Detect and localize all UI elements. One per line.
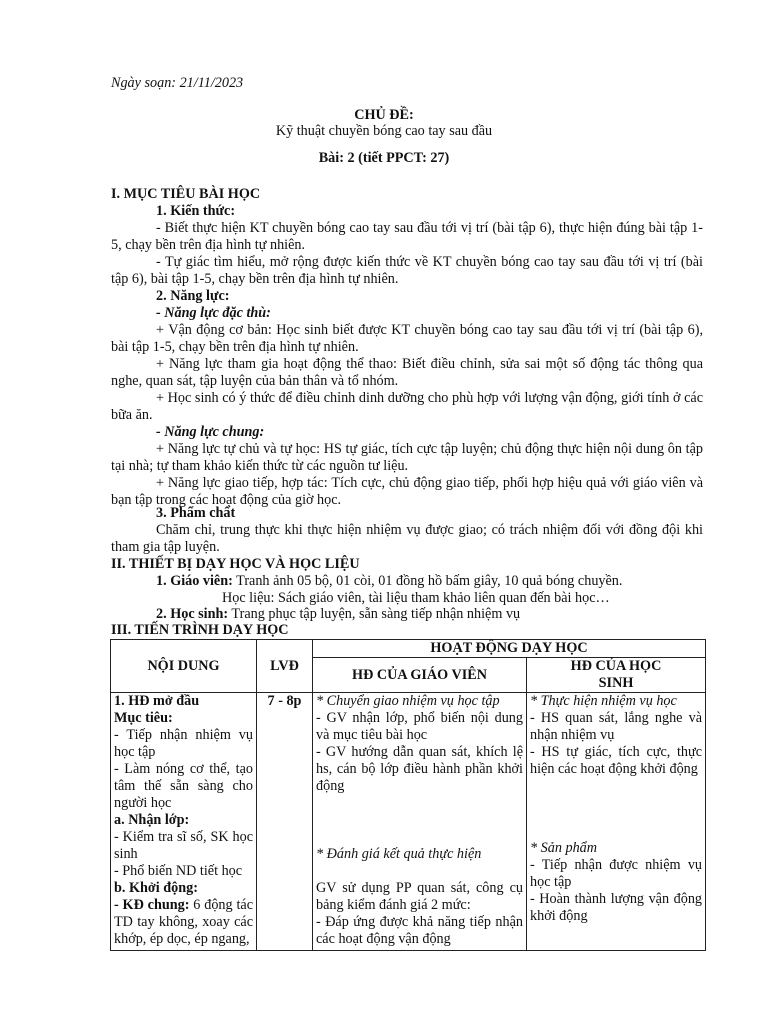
knowledge-paragraph-1: - Biết thực hiện KT chuyền bóng cao tay sau đầu tới vị trí (bài tập 6), thực hiện đúng bài tập 1-5, chạy bền trên địa hình tự nhiên. xyxy=(111,220,703,253)
content-item: - Làm nóng cơ thể, tạo tâm thế sẵn sàng cho người học xyxy=(114,761,253,811)
special-paragraph-3: + Học sinh có ý thức để điều chỉnh dinh dưỡng cho phù hợp với lượng vận động, giới tính ở các bữa ăn. xyxy=(111,390,703,423)
quality-heading: 3. Phẩm chất xyxy=(156,505,236,521)
student-equipment xyxy=(156,606,520,623)
student-item: - HS quan sát, lắng nghe và nhận nhiệm vụ xyxy=(530,710,703,743)
content-cell xyxy=(111,693,257,951)
knowledge-heading: 1. Kiến thức: xyxy=(156,203,236,219)
header-student-activity: HĐ CỦA HỌC SINH xyxy=(527,658,706,693)
content-general-warmup-text: 6 động tác TD tay không, xoay các khớp, ép dọc, ép ngang, xyxy=(114,897,253,947)
teacher-cell xyxy=(313,693,527,951)
special-paragraph-2: + Năng lực tham gia hoạt động thể thao: Biết điều chỉnh, sửa sai một số động tác thông qua nghe, quan sát, tập luyện của bản thân và tổ nhóm. xyxy=(111,356,703,389)
header-teacher-activity: HĐ CỦA GIÁO VIÊN xyxy=(313,658,527,693)
topic-heading: CHỦ ĐỀ: xyxy=(354,107,414,123)
content-item: - Tiếp nhận nhiệm vụ học tập xyxy=(114,727,253,760)
teacher-item: - Đáp ứng được khả năng tiếp nhận các hoạt động vận động xyxy=(316,914,523,947)
content-objective-label: Mục tiêu: xyxy=(114,710,173,726)
content-item xyxy=(114,897,253,948)
teacher-evaluation-heading: * Đánh giá kết quả thực hiện xyxy=(316,846,482,862)
quality-paragraph: Chăm chỉ, trung thực khi thực hiện nhiệm vụ được giao; có trách nhiệm đối với đồng đội khi tham gia tập luyện. xyxy=(111,522,703,555)
header-content: NỘI DUNG xyxy=(111,640,257,693)
content-warmup-title: 1. HĐ mở đầu xyxy=(114,693,200,709)
student-equipment-label: 2. Học sinh: xyxy=(156,606,229,622)
teacher-equipment-label: 1. Giáo viên: xyxy=(156,573,233,589)
student-equipment-text: Trang phục tập luyện, sẵn sàng tiếp nhận nhiệm vụ xyxy=(228,606,521,622)
special-competence-heading: - Năng lực đặc thù: xyxy=(156,305,271,321)
student-task-heading: * Thực hiện nhiệm vụ học xyxy=(530,693,677,709)
header-lvd: LVĐ xyxy=(257,640,313,693)
section-2-heading: II. THIẾT BỊ DẠY HỌC VÀ HỌC LIỆU xyxy=(111,556,360,572)
teacher-task-heading: * Chuyển giao nhiệm vụ học tập xyxy=(316,693,500,709)
topic-title: Kỹ thuật chuyền bóng cao tay sau đầu xyxy=(275,123,493,139)
content-item: - Phổ biến ND tiết học xyxy=(114,863,243,879)
section-3-heading: III. TIẾN TRÌNH DẠY HỌC xyxy=(111,622,289,638)
student-item: - Hoàn thành lượng vận động khởi động xyxy=(530,891,703,924)
lesson-title: Bài: 2 (tiết PPCT: 27) xyxy=(318,150,450,166)
content-attendance-label: a. Nhận lớp: xyxy=(114,812,190,828)
teacher-item: - GV hướng dẫn quan sát, khích lệ hs, cán bộ lớp điều hành phần khởi động xyxy=(316,744,523,794)
date-line: Ngày soạn: 21/11/2023 xyxy=(111,75,244,91)
special-paragraph-1: + Vận động cơ bản: Học sinh biết được KT chuyền bóng cao tay sau đầu tới vị trí (bài tập 6), bài tập 1-5, chạy bền trên địa hình tự nhiên. xyxy=(111,322,703,355)
student-item: - Tiếp nhận được nhiệm vụ học tập xyxy=(530,857,703,890)
competence-heading: 2. Năng lực: xyxy=(156,288,230,304)
student-item: - HS tự giác, tích cực, thực hiện các hoạt động khởi động xyxy=(530,744,703,777)
header-activity: HOẠT ĐỘNG DẠY HỌC xyxy=(313,640,706,658)
teacher-equipment-text: Tranh ảnh 05 bộ, 01 còi, 01 đồng hồ bấm giây, 10 quả bóng chuyền. xyxy=(232,573,623,589)
teacher-item: GV sử dụng PP quan sát, công cụ bảng kiểm đánh giá 2 mức: xyxy=(316,880,523,913)
lvd-cell: 7 - 8p xyxy=(257,693,313,951)
teacher-item: - GV nhận lớp, phổ biến nội dung và mục tiêu bài học xyxy=(316,710,523,743)
content-warmup-label: b. Khởi động: xyxy=(114,880,198,896)
general-paragraph-1: + Năng lực tự chủ và tự học: HS tự giác, tích cực tập luyện; chủ động thực hiện nội dung ôn tập tại nhà; tự tham khảo kiến thức từ các nguồn tư liệu. xyxy=(111,441,703,474)
student-product-heading: * Sản phẩm xyxy=(530,840,597,856)
knowledge-paragraph-2: - Tự giác tìm hiểu, mở rộng được kiến thức về KT chuyền bóng cao tay sau đầu tới vị trí (bài tập 6), bài tập 1-5, chạy bền trên địa hình tự nhiên. xyxy=(111,254,703,287)
general-paragraph-2: + Năng lực giao tiếp, hợp tác: Tích cực, chủ động giao tiếp, phối hợp hiệu quả với giáo viên và bạn tập trong các hoạt động của giờ học. xyxy=(111,475,703,508)
lesson-plan-table xyxy=(110,639,706,951)
teacher-equipment xyxy=(156,573,622,590)
general-competence-heading: - Năng lực chung: xyxy=(156,424,265,440)
section-1-heading: I. MỤC TIÊU BÀI HỌC xyxy=(111,186,261,202)
content-item: - Kiểm tra sĩ số, SK học sinh xyxy=(114,829,253,862)
content-general-warmup-label: - KĐ chung: xyxy=(114,897,190,913)
student-cell xyxy=(527,693,706,951)
learning-materials: Học liệu: Sách giáo viên, tài liệu tham khảo liên quan đến bài học… xyxy=(222,590,610,606)
